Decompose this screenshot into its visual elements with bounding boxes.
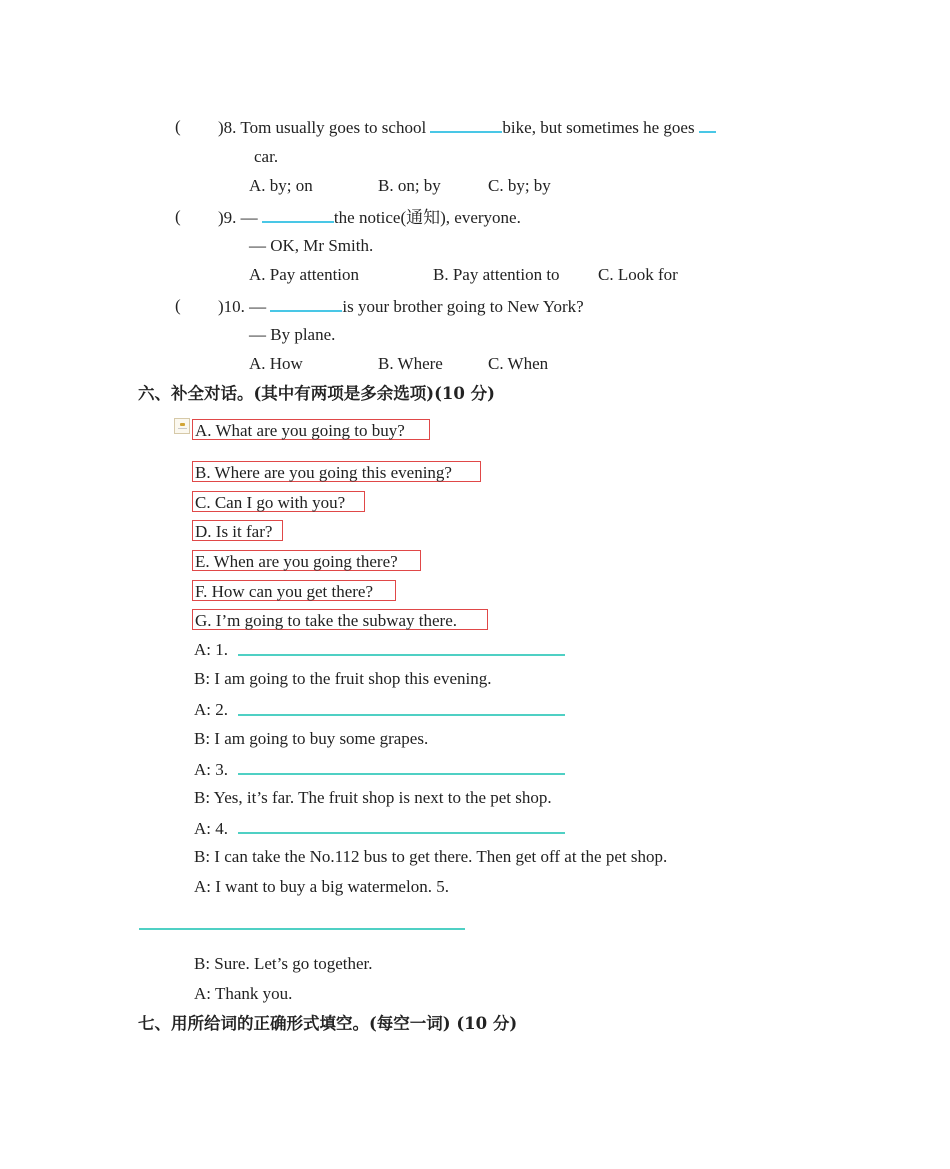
choice-b: B. Where are you going this evening? [195,463,452,482]
q9-stem [218,207,521,228]
document-icon [174,418,190,434]
choice-d: D. Is it far? [195,522,273,541]
q10-option-b: B. Where [378,354,443,373]
dialogue-line-4: B: I am going to buy some grapes. [194,729,429,748]
q8-stem [218,117,716,138]
q9-option-a: A. Pay attention [249,265,360,284]
choice-c: C. Can I go with you? [195,493,346,512]
q10-paren-open: ( [175,296,181,315]
q8-paren-open: ( [175,117,181,136]
q9-reply: — OK, Mr Smith. [249,236,374,255]
q8-stem-before: Tom usually goes to school [240,118,427,137]
choice-e: E. When are you going there? [195,552,398,571]
q8-paren-close: ) [218,118,224,137]
dialogue-line-6: B: Yes, it’s far. The fruit shop is next to the pet shop. [194,788,552,807]
choice-g: G. I’m going to take the subway there. [195,611,458,630]
answer-line-1[interactable] [238,654,565,656]
dialogue-line-10: B: Sure. Let’s go together. [194,954,373,973]
q9-stem-after: the notice(通知), everyone. [333,208,521,227]
dialogue-line-5: A: 3. [194,760,228,779]
q10-paren-close: ) [218,297,224,316]
q10-stem [218,296,584,317]
q9-number: 9. [223,208,237,227]
q8-option-a: A. by; on [249,176,313,195]
dialogue-line-7: A: 4. [194,819,228,838]
dialogue-line-9: A: I want to buy a big watermelon. 5. [194,877,449,896]
answer-line-5[interactable] [139,928,465,930]
q9-paren-close: ) [218,208,224,227]
q8-option-c: C. by; by [488,176,551,195]
q10-stem-after: is your brother going to New York? [342,297,584,316]
q10-number: 10. [223,297,245,316]
dialogue-line-11: A: Thank you. [194,984,293,1003]
q8-blank-2[interactable] [699,117,716,133]
q8-stem-continued: car. [254,147,279,166]
choice-a: A. What are you going to buy? [195,421,405,440]
answer-line-2[interactable] [238,714,565,716]
dialogue-line-1: A: 1. [194,640,228,659]
q10-option-a: A. How [249,354,303,373]
section7-heading: 七、用所给词的正确形式填空。(每空一词) (10 分) [138,1014,518,1033]
q10-blank[interactable] [270,296,342,312]
q10-option-c: C. When [488,354,549,373]
answer-line-4[interactable] [238,832,565,834]
q9-dash: — [240,208,258,227]
q10-dash: — [249,297,267,316]
q9-blank[interactable] [262,207,334,223]
q8-stem-middle: bike, but sometimes he goes [502,118,695,137]
dialogue-line-3: A: 2. [194,700,228,719]
q8-option-b: B. on; by [378,176,441,195]
choice-f: F. How can you get there? [195,582,374,601]
q10-reply: — By plane. [249,325,336,344]
q9-paren-open: ( [175,207,181,226]
q9-option-c: C. Look for [598,265,678,284]
dialogue-line-8: B: I can take the No.112 bus to get there. Then get off at the pet shop. [194,847,668,866]
q9-option-b: B. Pay attention to [433,265,560,284]
q8-number: 8. [223,118,237,137]
answer-line-3[interactable] [238,773,565,775]
section6-heading: 六、补全对话。(其中有两项是多余选项)(10 分) [138,384,495,403]
dialogue-line-2: B: I am going to the fruit shop this evening. [194,669,492,688]
q8-blank-1[interactable] [430,117,502,133]
